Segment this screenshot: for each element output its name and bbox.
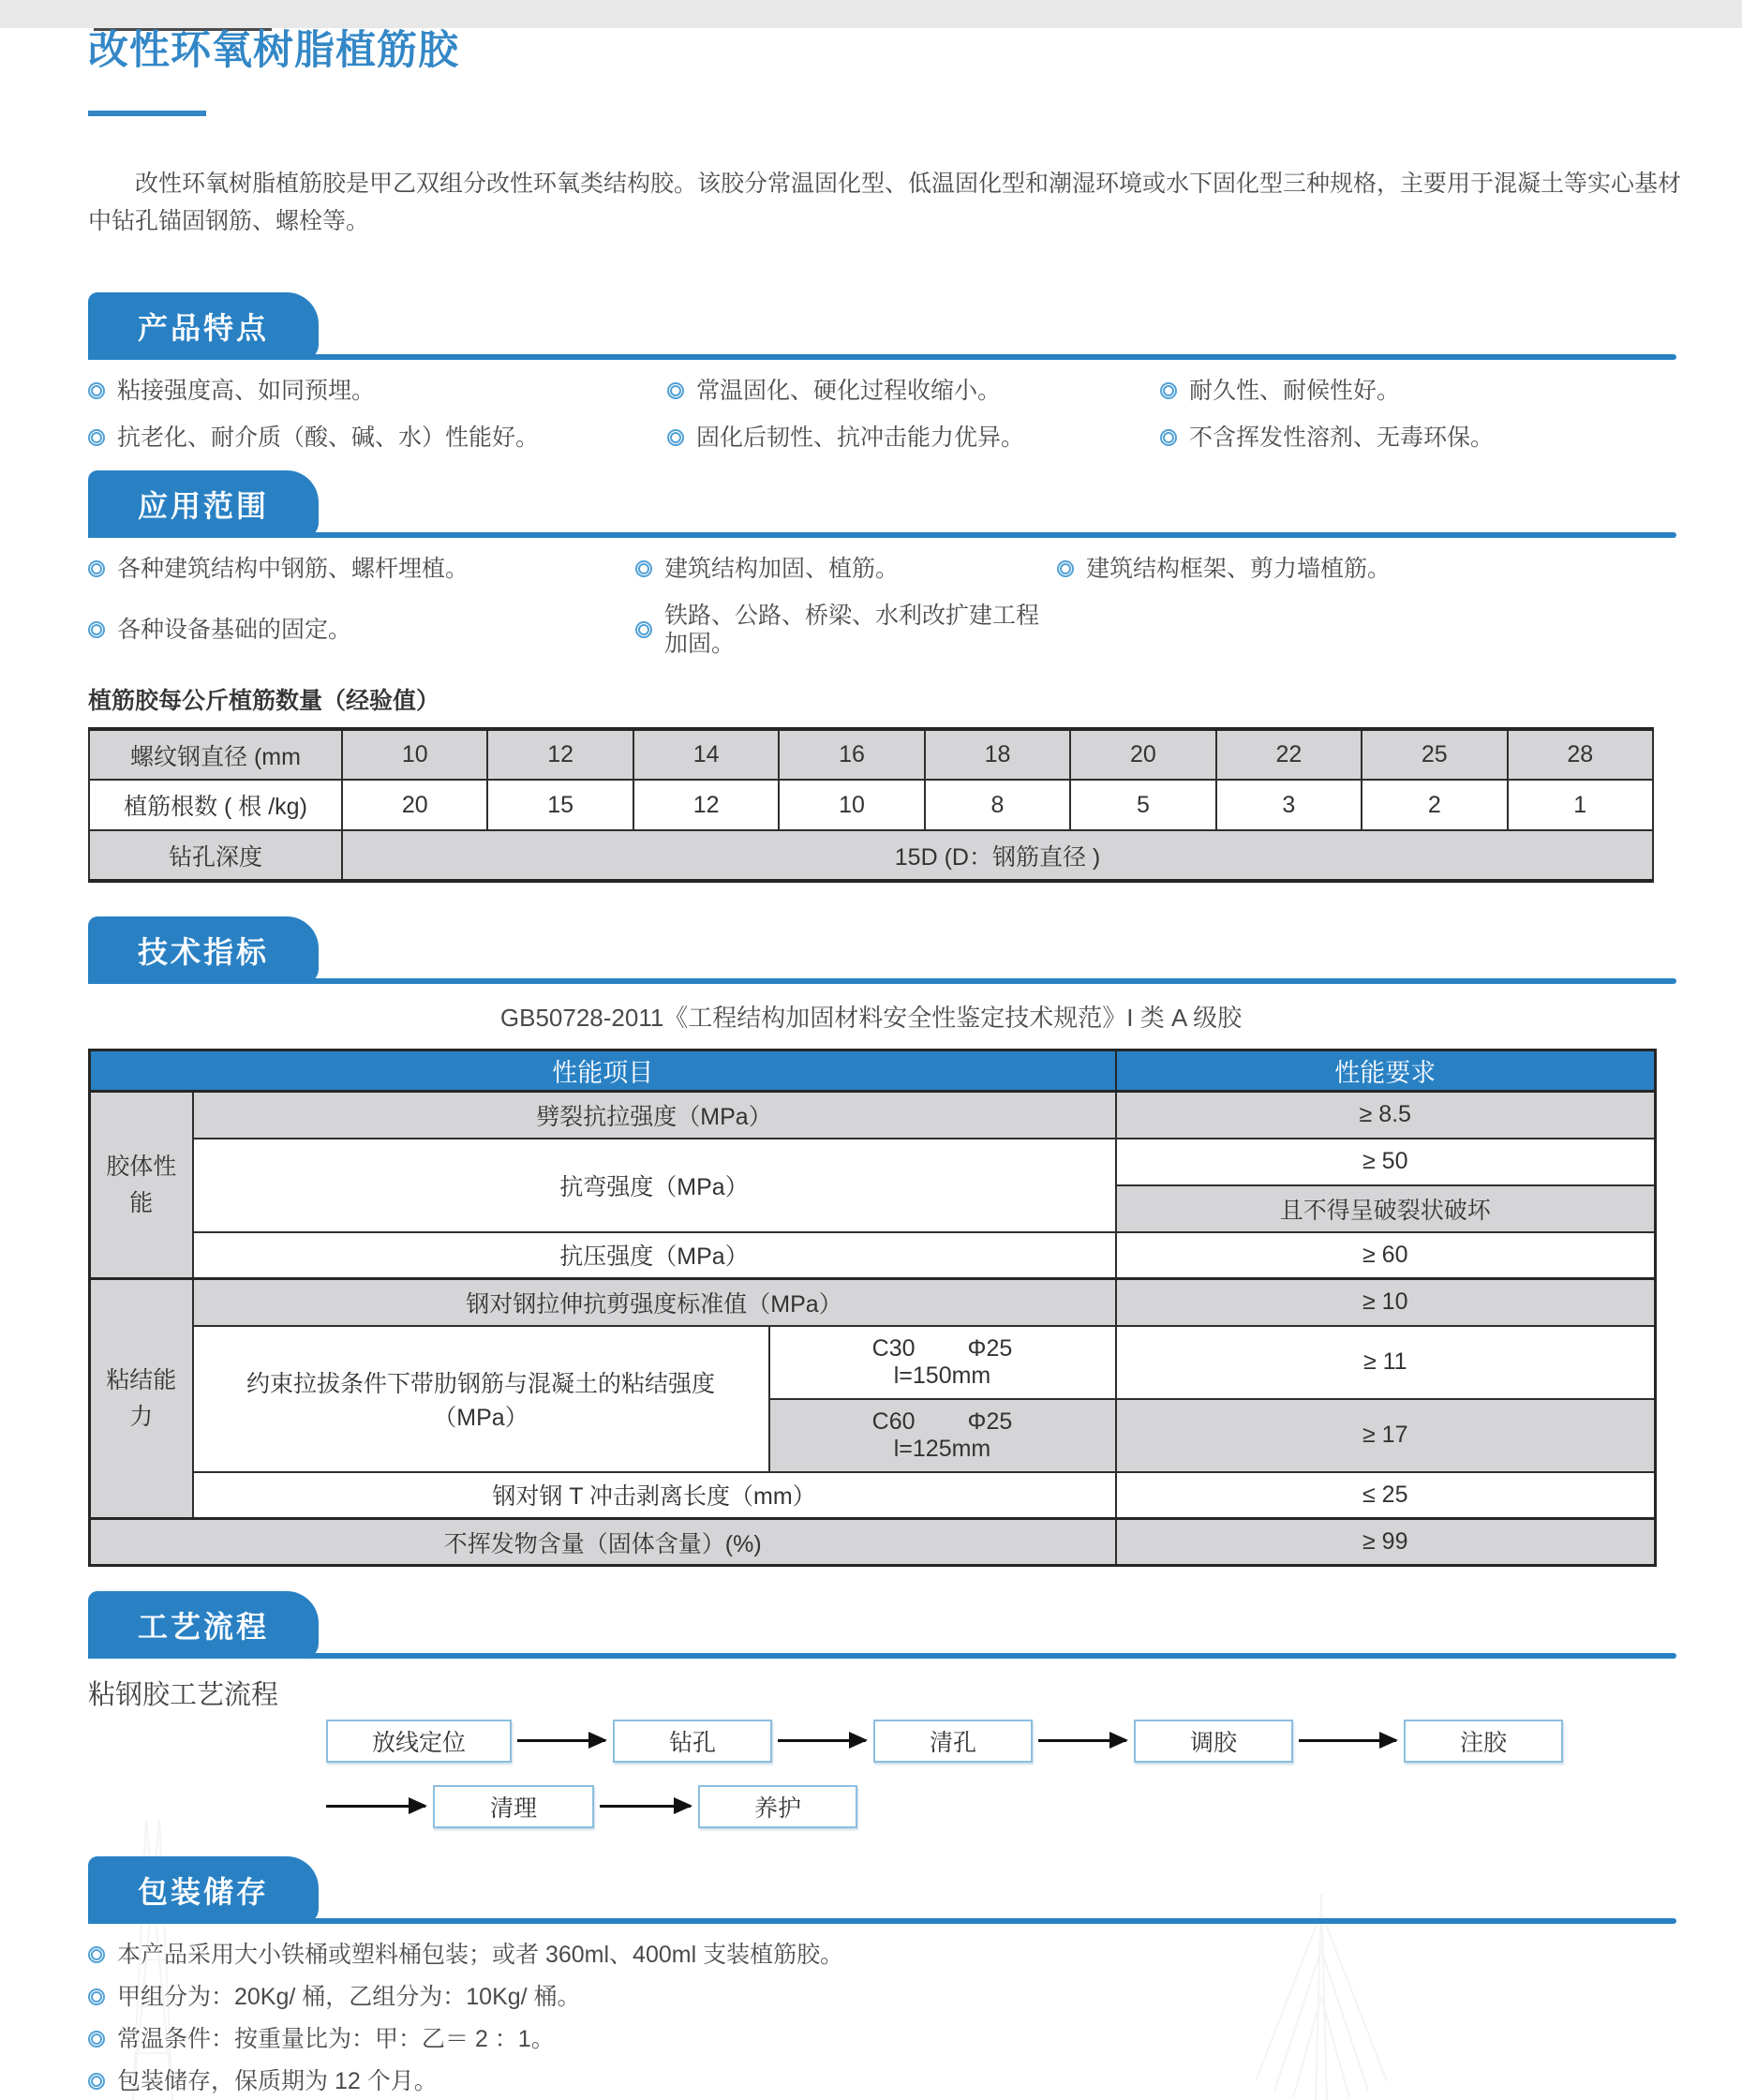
diameter-value: 10 xyxy=(342,729,487,780)
group-adhesive: 胶体性能 xyxy=(90,1092,193,1279)
count-value: 20 xyxy=(342,780,487,830)
ring-bullet-icon xyxy=(667,382,684,399)
section-tech xyxy=(88,916,1654,1567)
bond-condition-c60 xyxy=(769,1399,1116,1472)
flow-step-cure: 养护 xyxy=(698,1785,857,1828)
group-bonding: 粘结能力 xyxy=(90,1279,193,1519)
diameter-value: 18 xyxy=(925,729,1070,780)
page-title: 改性环氧树脂植筋胶 xyxy=(88,28,459,73)
ring-bullet-icon xyxy=(635,560,652,577)
count-value: 5 xyxy=(1070,780,1215,830)
process-badge: 工艺流程 xyxy=(88,1591,319,1659)
feature-item xyxy=(1160,424,1654,452)
packaging-section-header xyxy=(88,1856,1654,1924)
flow-step-mix-glue: 调胶 xyxy=(1134,1720,1293,1763)
ring-bullet-icon xyxy=(667,429,684,446)
count-value: 10 xyxy=(779,780,924,830)
process-flowchart xyxy=(88,1714,1654,1845)
feature-text: 不含挥发性溶剂、无毒环保。 xyxy=(1189,424,1495,451)
flow-arrow-icon xyxy=(326,1805,425,1808)
applications-list xyxy=(88,555,1654,658)
split-tensile-row xyxy=(90,1092,1656,1139)
diameter-value: 22 xyxy=(1216,729,1362,780)
peel-row xyxy=(90,1472,1656,1519)
datasheet-page xyxy=(0,28,1742,2100)
rebar-count-row xyxy=(89,780,1653,830)
feature-text: 粘接强度高、如同预埋。 xyxy=(117,378,376,404)
intro-paragraph: 改性环氧树脂植筋胶是甲乙双组分改性环氧类结构胶。该胶分常温固化型、低温固化型和潮湿环境或水下固化型三种规格，主要用于混凝土等实心基材中钻孔锚固钢筋、螺栓等。 xyxy=(88,171,1682,234)
ring-bullet-icon xyxy=(88,1946,105,1963)
feature-item xyxy=(88,424,667,452)
rebar-diameter: Φ25 xyxy=(967,1407,1013,1435)
diameter-value: 14 xyxy=(633,729,779,780)
concrete-grade: C30 xyxy=(871,1334,916,1362)
feature-text: 抗老化、耐介质（酸、碱、水）性能好。 xyxy=(117,424,540,451)
requirement-value: ≥ 10 xyxy=(1116,1279,1656,1326)
requirement-value: ≥ 60 xyxy=(1116,1232,1656,1279)
row-label: 植筋根数 ( 根 /kg) xyxy=(89,780,342,830)
features-section-header xyxy=(88,292,1654,360)
application-text: 建筑结构框架、剪力墙植筋。 xyxy=(1086,556,1392,582)
feature-text: 固化后韧性、抗冲击能力优异。 xyxy=(696,424,1025,451)
applications-section-header xyxy=(88,470,1654,538)
tech-standard-title: GB50728-2011《工程结构加固材料安全性鉴定技术规范》I 类 A 级胶 xyxy=(499,1004,1243,1032)
bond-c30-row xyxy=(90,1326,1656,1399)
section-features xyxy=(88,292,1654,452)
count-value: 3 xyxy=(1216,780,1362,830)
col-header-req: 性能要求 xyxy=(1116,1050,1656,1092)
embed-length: l=150mm xyxy=(893,1362,991,1389)
feature-item xyxy=(667,377,1160,405)
tech-spec-table xyxy=(88,1049,1657,1567)
feature-item xyxy=(88,377,667,405)
application-item xyxy=(88,555,635,583)
property-label: 抗压强度（MPa） xyxy=(193,1232,1116,1279)
applications-badge: 应用范围 xyxy=(88,470,319,538)
application-item xyxy=(88,602,635,658)
features-list xyxy=(88,377,1654,452)
flow-step-layout: 放线定位 xyxy=(326,1720,512,1763)
ring-bullet-icon xyxy=(1160,382,1177,399)
section-packaging xyxy=(88,1856,1654,2095)
application-text: 各种建筑结构中钢筋、螺杆埋植。 xyxy=(117,556,469,582)
requirement-value: ≥ 50 xyxy=(1116,1139,1656,1185)
steel-shear-row xyxy=(90,1279,1656,1326)
count-value: 12 xyxy=(633,780,779,830)
flow-step-drill: 钻孔 xyxy=(613,1720,772,1763)
packaging-item xyxy=(88,1941,1654,1969)
property-label: 钢对钢拉伸抗剪强度标准值（MPa） xyxy=(193,1279,1116,1326)
packaging-text: 包装储存，保质期为 12 个月。 xyxy=(117,2068,438,2094)
compressive-row xyxy=(90,1232,1656,1279)
flow-arrow-icon xyxy=(517,1739,605,1742)
packaging-text: 甲组分为：20Kg/ 桶，乙组分为：10Kg/ 桶。 xyxy=(117,1984,581,2010)
diameter-value: 12 xyxy=(487,729,633,780)
features-badge: 产品特点 xyxy=(88,292,319,360)
section-process xyxy=(88,1591,1654,1845)
ring-bullet-icon xyxy=(88,560,105,577)
application-item xyxy=(635,555,1057,583)
packaging-list xyxy=(88,1941,1654,2095)
feature-text: 耐久性、耐候性好。 xyxy=(1189,378,1401,404)
diameter-value: 25 xyxy=(1362,729,1507,780)
section-applications xyxy=(88,470,1654,883)
diameter-value: 28 xyxy=(1508,729,1654,780)
rebar-diameter: Φ25 xyxy=(967,1334,1013,1362)
tech-section-header xyxy=(88,916,1654,984)
nonvolatile-row xyxy=(90,1519,1656,1566)
flow-arrow-icon xyxy=(778,1739,866,1742)
tech-header-row xyxy=(90,1050,1656,1092)
property-label: 钢对钢 T 冲击剥离长度（mm） xyxy=(193,1472,1116,1519)
flow-step-cleanup: 清理 xyxy=(433,1785,594,1828)
property-label: 不挥发物含量（固体含量）(%) xyxy=(90,1519,1116,1566)
bond-condition-c30 xyxy=(769,1326,1116,1399)
application-text: 各种设备基础的固定。 xyxy=(117,617,352,643)
requirement-note: 且不得呈破裂状破坏 xyxy=(1116,1185,1656,1232)
packaging-item xyxy=(88,1983,1654,2011)
depth-value: 15D (D：钢筋直径 ) xyxy=(342,830,1653,881)
requirement-value: ≥ 17 xyxy=(1116,1399,1656,1472)
bond-label-line2: （MPa） xyxy=(433,1404,529,1431)
bond-property-label xyxy=(193,1326,769,1472)
flow-arrow-icon xyxy=(1038,1739,1126,1742)
col-header-item: 性能项目 xyxy=(90,1050,1116,1092)
title-underline xyxy=(88,111,206,116)
feature-text: 常温固化、硬化过程收缩小。 xyxy=(696,378,1002,404)
ring-bullet-icon xyxy=(1160,429,1177,446)
feature-item xyxy=(667,424,1160,452)
process-subtitle: 粘钢胶工艺流程 xyxy=(88,1680,279,1710)
row-label: 钻孔深度 xyxy=(89,830,342,881)
requirement-value: ≥ 8.5 xyxy=(1116,1092,1656,1139)
requirement-value: ≥ 99 xyxy=(1116,1519,1656,1566)
count-value: 1 xyxy=(1508,780,1654,830)
bond-label-line1: 约束拉拔条件下带肋钢筋与混凝土的粘结强度 xyxy=(246,1370,715,1397)
ring-bullet-icon xyxy=(88,1988,105,2005)
requirement-value: ≥ 11 xyxy=(1116,1326,1656,1399)
rebar-count-table xyxy=(88,727,1654,883)
embed-length: l=125mm xyxy=(893,1435,991,1462)
ring-bullet-icon xyxy=(88,382,105,399)
rebar-depth-row xyxy=(89,830,1653,881)
flow-step-inject: 注胶 xyxy=(1404,1720,1563,1763)
ring-bullet-icon xyxy=(88,621,105,638)
concrete-grade: C60 xyxy=(871,1407,916,1435)
packaging-text: 常温条件：按重量比为：甲：乙＝ 2 ：1。 xyxy=(117,2026,555,2052)
rebar-diameter-row xyxy=(89,729,1653,780)
process-section-header xyxy=(88,1591,1654,1659)
property-label: 劈裂抗拉强度（MPa） xyxy=(193,1092,1116,1139)
flow-arrow-icon xyxy=(1299,1739,1396,1742)
application-text: 铁路、公路、桥梁、水利改扩建工程加固。 xyxy=(664,603,1040,657)
packaging-badge: 包装储存 xyxy=(88,1856,319,1924)
application-text: 建筑结构加固、植筋。 xyxy=(664,556,900,582)
feature-item xyxy=(1160,377,1654,405)
ring-bullet-icon xyxy=(88,429,105,446)
application-item xyxy=(1057,555,1654,583)
count-value: 15 xyxy=(487,780,633,830)
rebar-table-caption: 植筋胶每公斤植筋数量（经验值） xyxy=(88,688,440,714)
tech-badge: 技术指标 xyxy=(88,916,319,984)
flow-step-clean-hole: 清孔 xyxy=(873,1720,1033,1763)
application-item xyxy=(635,602,1057,658)
row-label: 螺纹钢直径 (mm xyxy=(89,729,342,780)
count-value: 2 xyxy=(1362,780,1507,830)
packaging-text: 本产品采用大小铁桶或塑料桶包装；或者 360ml、400ml 支装植筋胶。 xyxy=(117,1942,844,1968)
ring-bullet-icon xyxy=(88,2073,105,2090)
packaging-item xyxy=(88,2067,1654,2095)
flow-arrow-icon xyxy=(600,1805,691,1808)
property-label: 抗弯强度（MPa） xyxy=(193,1139,1116,1232)
ring-bullet-icon xyxy=(88,2031,105,2048)
packaging-item xyxy=(88,2025,1654,2053)
ring-bullet-icon xyxy=(635,621,652,638)
bending-row xyxy=(90,1139,1656,1185)
count-value: 8 xyxy=(925,780,1070,830)
diameter-value: 20 xyxy=(1070,729,1215,780)
diameter-value: 16 xyxy=(779,729,924,780)
requirement-value: ≤ 25 xyxy=(1116,1472,1656,1519)
ring-bullet-icon xyxy=(1057,560,1074,577)
